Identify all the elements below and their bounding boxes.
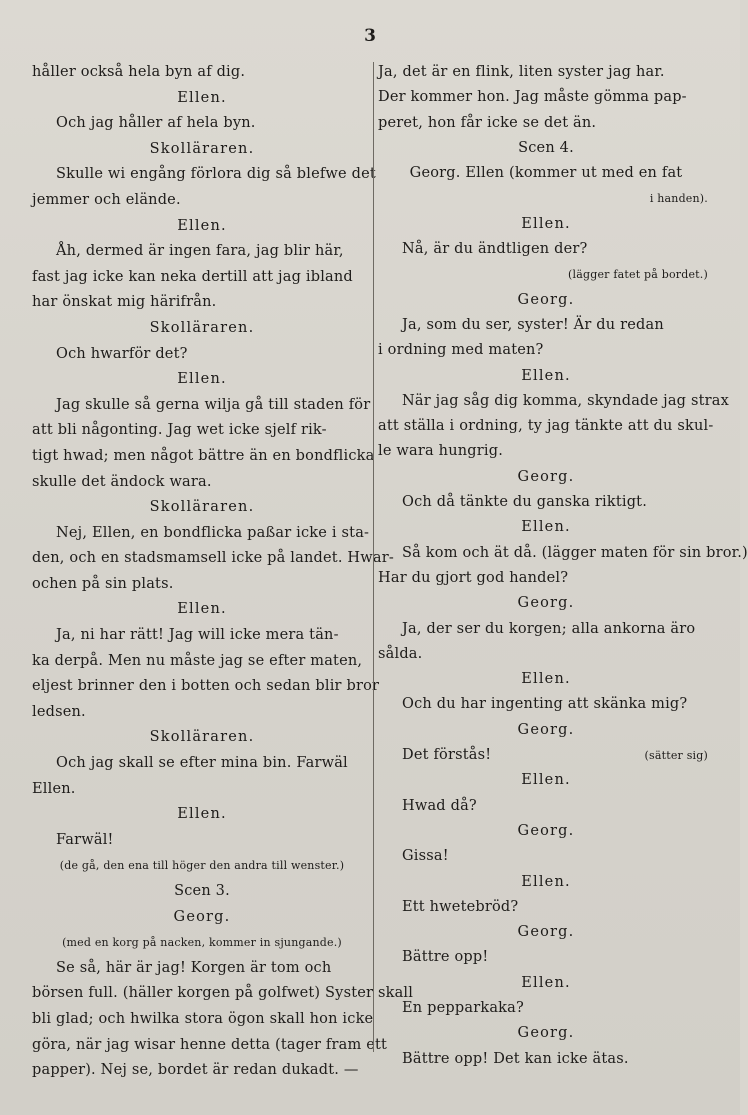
scene-cast: Georg. Ellen (kommer ut med en fat	[409, 165, 683, 182]
dialogue-line: le wara hungrig.	[378, 443, 504, 460]
speaker-name: Ellen.	[521, 671, 571, 688]
speaker-name: Georg.	[517, 1025, 575, 1042]
speaker-name: Ellen.	[177, 89, 227, 106]
dialogue-line: Och jag håller af hela byn.	[56, 115, 256, 132]
dialogue-line: Och hwarför det?	[56, 345, 188, 362]
dialogue-line: eljest brinner den i botten och sedan blir bror	[32, 678, 380, 695]
speaker-name: Ellen.	[521, 215, 571, 232]
dialogue-line: att ställa i ordning, ty jag tänkte att du skul-	[378, 418, 714, 435]
speaker-name: Ellen.	[177, 601, 227, 618]
dialogue-line: har önskat mig härifrån.	[32, 294, 217, 311]
speaker-name: Georg.	[517, 721, 575, 738]
speaker-name: Ellen.	[177, 806, 227, 823]
dialogue-line: Ja, som du ser, syster! Är du redan	[402, 316, 664, 333]
dialogue-line: Och jag skall se efter mina bin. Farwäl	[56, 755, 348, 772]
speaker-name: Ellen.	[521, 367, 571, 384]
dialogue-line: Nå, är du ändtligen der?	[402, 241, 588, 258]
dialogue-line: När jag såg dig komma, skyndade jag strax	[402, 392, 729, 409]
page-number: 3	[364, 26, 376, 46]
speaker-name: Georg.	[517, 924, 575, 941]
dialogue-line: Se så, här är jag! Korgen är tom och	[56, 959, 332, 976]
dialogue-line: fast jag icke kan neka dertill att jag ibland	[32, 268, 353, 285]
dialogue-line: Ett hwetebröd?	[402, 898, 519, 915]
dialogue-line: Ja, der ser du korgen; alla ankorna äro	[402, 620, 696, 637]
speaker-name: Ellen.	[521, 873, 571, 890]
speaker-name: Skolläraren.	[149, 729, 255, 746]
dialogue-line: tigt hwad; men något bättre än en bondflicka	[32, 447, 375, 464]
dialogue-line: peret, hon får icke se det än.	[378, 114, 597, 131]
dialogue-line: bli glad; och hwilka stora ögon skall hon icke	[32, 1010, 374, 1027]
speaker-name: Georg.	[517, 822, 575, 839]
speaker-name: Ellen.	[521, 974, 571, 991]
dialogue-line: En pepparkaka?	[402, 999, 524, 1016]
speaker-name: Skolläraren.	[149, 140, 255, 157]
stage-direction: (lägger fatet på bordet.)	[568, 268, 708, 282]
stage-direction: i handen).	[649, 192, 708, 206]
dialogue-line: Farwäl!	[56, 831, 114, 848]
scene-heading: Scen 3.	[174, 883, 230, 899]
dialogue-line: Så kom och ät då. (lägger maten för sin bror.)	[402, 544, 748, 561]
dialogue-line: att bli någonting. Jag wet icke sjelf rik-	[32, 422, 327, 439]
dialogue-line: ka derpå. Men nu måste jag se efter maten,	[32, 652, 363, 669]
stage-direction: (de gå, den ena till höger den andra till wenster.)	[59, 859, 345, 873]
speaker-name: Georg.	[173, 908, 231, 925]
speaker-name: Skolläraren.	[149, 319, 255, 336]
speaker-name: Georg.	[517, 291, 575, 308]
dialogue-line: Och då tänkte du ganska riktigt.	[402, 494, 648, 511]
dialogue-line: Gissa!	[402, 848, 449, 865]
dialogue-line: Nej, Ellen, en bondflicka paßar icke i sta-	[56, 524, 370, 541]
speaker-name: Georg.	[517, 468, 575, 485]
dialogue-line: Ja, det är en flink, liten syster jag har.	[378, 64, 665, 80]
dialogue-line: jemmer och elände.	[32, 191, 181, 208]
dialogue-line: Och du har ingenting att skänka mig?	[402, 696, 688, 713]
column-divider	[373, 62, 374, 1052]
dialogue-line: Bättre opp!	[402, 949, 489, 966]
speaker-name: Ellen.	[177, 217, 227, 234]
right-column	[378, 60, 748, 1072]
dialogue-line: Skulle wi engång förlora dig så blefwe det	[56, 166, 376, 183]
dialogue-line: skulle det ändock wara.	[32, 473, 212, 490]
dialogue-line: ochen på sin plats.	[32, 575, 174, 592]
dialogue-line: Ellen.	[32, 780, 76, 797]
dialogue-line: Ja, ni har rätt! Jag will icke mera tän-	[56, 627, 339, 644]
dialogue-line: i ordning med maten?	[378, 342, 544, 359]
scene-heading: Scen 4.	[518, 139, 574, 156]
dialogue-line: Bättre opp! Det kan icke ätas.	[402, 1050, 629, 1067]
dialogue-line: ledsen.	[32, 703, 86, 720]
speaker-name: Ellen.	[177, 371, 227, 388]
dialogue-line: Har du gjort god handel?	[378, 569, 569, 586]
dialogue-line: göra, när jag wisar henne detta (tager fram ett	[32, 1036, 388, 1053]
dialogue-line: Åh, dermed är ingen fara, jag blir här,	[56, 243, 344, 260]
dialogue-line: sålda.	[378, 645, 423, 662]
dialogue-line: håller också hela byn af dig.	[32, 64, 246, 80]
dialogue-line: Jag skulle så gerna wilja gå till staden för	[56, 396, 371, 413]
stage-direction: (med en korg på nacken, kommer in sjungande.)	[62, 936, 342, 950]
dialogue-line: Hwad då?	[402, 797, 477, 814]
dialogue-line: börsen full. (häller korgen på golfwet) Syster skall	[32, 985, 414, 1002]
dialogue-text: Det förstås!	[402, 747, 492, 764]
speaker-name: Georg.	[517, 595, 575, 612]
stage-direction: (sätter sig)	[644, 749, 708, 763]
speaker-name: Ellen.	[521, 519, 571, 536]
dialogue-line	[378, 743, 714, 768]
dialogue-line: Der kommer hon. Jag måste gömma pap-	[378, 89, 687, 106]
dialogue-line: den, och en stadsmamsell icke på landet. Hwar-	[32, 550, 394, 567]
speaker-name: Ellen.	[521, 772, 571, 789]
speaker-name: Skolläraren.	[149, 499, 255, 516]
dialogue-line: papper). Nej se, bordet är redan dukadt. —	[32, 1062, 359, 1079]
